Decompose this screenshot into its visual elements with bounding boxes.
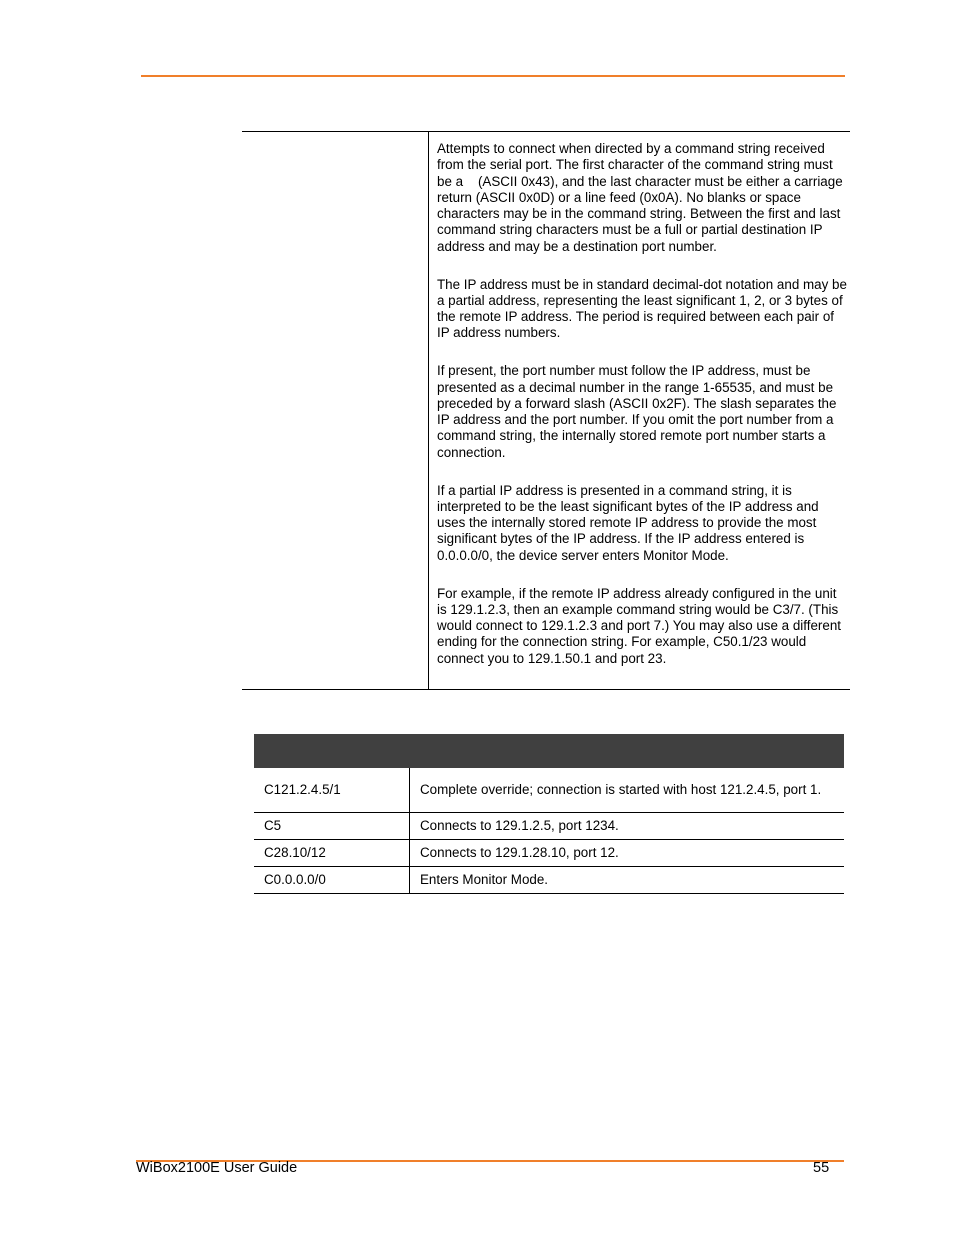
command-code-cell: C5 bbox=[254, 812, 410, 839]
footer-document-title: WiBox2100E User Guide bbox=[136, 1160, 298, 1176]
table-row bbox=[254, 839, 844, 866]
table-row bbox=[254, 866, 844, 893]
command-description-cell: Enters Monitor Mode. bbox=[410, 866, 845, 893]
table-row bbox=[254, 768, 844, 812]
command-description-cell: Complete override; connection is started with host 121.2.4.5, port 1. bbox=[410, 768, 845, 812]
command-code-cell: C121.2.4.5/1 bbox=[254, 768, 410, 812]
description-paragraph: If a partial IP address is presented in a command string, it is interpreted to be the least significant bytes of the IP address and uses the internally stored remote IP address to provide the most significant bytes of the IP address. If the IP address entered is 0.0.0.0/0, the device server enters Monitor Mode. bbox=[437, 482, 819, 563]
column-divider bbox=[428, 132, 429, 689]
description-paragraph: For example, if the remote IP address already configured in the unit is 129.1.2.3, then an example command string would be C3/7. (This would connect to 129.1.2.3 and port 7.) You may also use a different ending for the connection string. For example, C50.1/23 would connect you to 129.1.50.1 and port 23. bbox=[437, 585, 841, 666]
table-header-cell bbox=[254, 734, 844, 768]
command-description-cell: Connects to 129.1.2.5, port 1234. bbox=[410, 812, 845, 839]
footer-page-number: 55 bbox=[813, 1160, 830, 1176]
description-paragraph: The IP address must be in standard decimal-dot notation and may be a partial address, representing the least significant 1, 2, or 3 bytes of the remote IP address. The period is required between each pair of IP address numbers. bbox=[437, 276, 847, 341]
command-examples-table bbox=[254, 734, 844, 894]
command-code-cell: C0.0.0.0/0 bbox=[254, 866, 410, 893]
table-row bbox=[254, 812, 844, 839]
header-rule bbox=[141, 75, 845, 77]
command-description-table bbox=[242, 131, 850, 690]
command-code-cell: C28.10/12 bbox=[254, 839, 410, 866]
description-cell bbox=[437, 141, 847, 667]
description-paragraph: Attempts to connect when directed by a command string received from the serial port. The first character of the command string must be a (ASCII 0x43), and the last character must be either a carriage return (ASCII 0x0D) or a line feed (0x0A). No blanks or space characters may be in the command string. Between the first and last command string characters must be a full or partial destination IP address and may be a destination port number. bbox=[437, 141, 843, 254]
table-header-row bbox=[254, 734, 844, 768]
command-description-cell: Connects to 129.1.28.10, port 12. bbox=[410, 839, 845, 866]
description-paragraph: If present, the port number must follow the IP address, must be presented as a decimal number in the range 1-65535, and must be preceded by a forward slash (ASCII 0x2F). The slash separates the IP address and the port number. If you omit the port number from a command string, the internally stored remote port number starts a connection. bbox=[437, 363, 837, 460]
